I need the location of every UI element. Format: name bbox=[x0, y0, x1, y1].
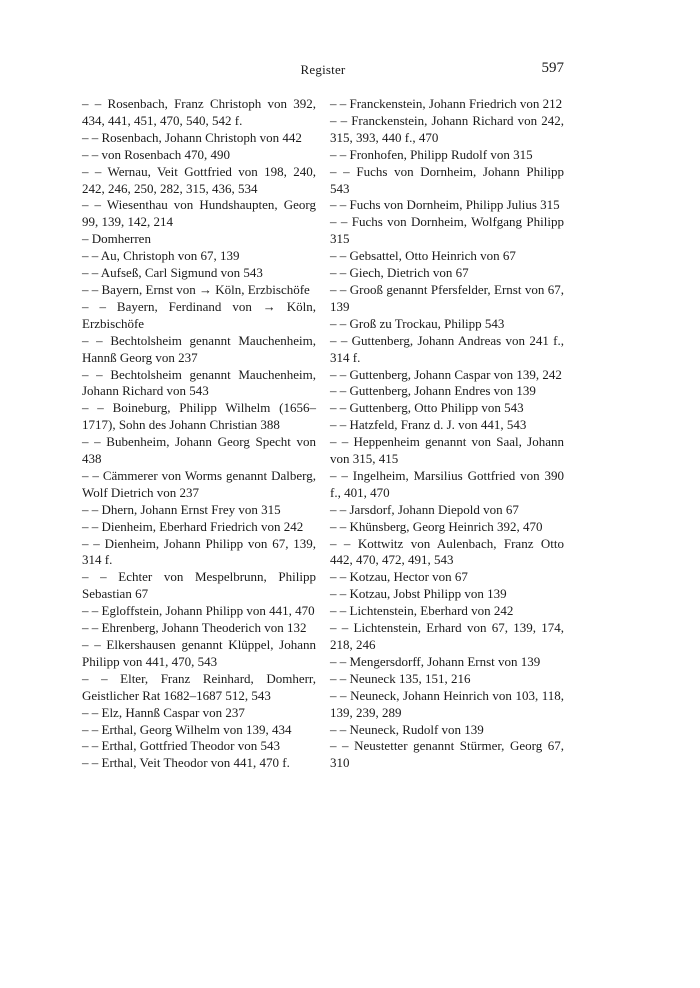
index-entry: – – Hatzfeld, Franz d. J. von 441, 543 bbox=[330, 417, 527, 433]
index-entry: – – von Rosenbach 470, 490 bbox=[82, 146, 231, 162]
index-entry: – – Erthal, Gottfried Theodor von 543 bbox=[82, 738, 280, 754]
index-entry: – – Bechtolsheim genannt Mauchenheim, Hannß Georg von 237 bbox=[82, 332, 316, 365]
index-entry: – – Neuneck, Johann Heinrich von 103, 118, 139, 239, 289 bbox=[330, 687, 564, 720]
index-entry: – – Lichtenstein, Eberhard von 242 bbox=[330, 603, 514, 619]
index-entry: – – Erthal, Veit Theodor von 441, 470 f. bbox=[82, 755, 290, 771]
index-entry: – – Elkershausen genannt Klüppel, Johann Philipp von 441, 470, 543 bbox=[82, 637, 316, 669]
index-entry: – – Erthal, Georg Wilhelm von 139, 434 bbox=[82, 721, 292, 737]
index-entry: – – Fuchs von Dornheim, Philipp Julius 315 bbox=[330, 197, 560, 213]
index-entry: – – Franckenstein, Johann Richard von 242, 315, 393, 440 f., 470 bbox=[330, 112, 564, 145]
index-entry: – – Elter, Franz Reinhard, Domherr, Geistlicher Rat 1682–1687 512, 543 bbox=[82, 670, 316, 703]
index-entry: – – Bayern, Ferdinand von → Köln, Erzbischöfe bbox=[82, 298, 316, 331]
index-entry: – – Guttenberg, Johann Andreas von 241 f., 314 f. bbox=[330, 332, 564, 365]
index-entry: – Domherren bbox=[82, 231, 151, 247]
index-entry: – – Guttenberg, Johann Caspar von 139, 242 bbox=[330, 366, 562, 382]
index-entry: – – Kottwitz von Aulenbach, Franz Otto 442, 470, 472, 491, 543 bbox=[330, 535, 564, 568]
index-entry: – – Franckenstein, Johann Friedrich von 212 bbox=[330, 96, 563, 111]
index-column-right bbox=[330, 96, 564, 772]
index-entry: – – Gebsattel, Otto Heinrich von 67 bbox=[330, 248, 516, 264]
index-entry: – – Heppenheim genannt von Saal, Johann von 315, 415 bbox=[330, 434, 564, 467]
index-entry: – – Echter von Mespelbrunn, Philipp Sebastian 67 bbox=[82, 569, 316, 602]
index-entry: – – Ingelheim, Marsilius Gottfried von 390 f., 401, 470 bbox=[330, 467, 564, 500]
index-entry: – – Neustetter genannt Stürmer, Georg 67, 310 bbox=[330, 738, 564, 771]
page-number: 597 bbox=[541, 60, 564, 76]
index-entry: – – Neuneck 135, 151, 216 bbox=[330, 670, 471, 686]
index-entry: – – Elz, Hannß Caspar von 237 bbox=[82, 704, 245, 720]
index-entry: – – Wernau, Veit Gottfried von 198, 240, 242, 246, 250, 282, 315, 436, 534 bbox=[82, 163, 316, 196]
index-entry: – – Dhern, Johann Ernst Frey von 315 bbox=[82, 501, 281, 517]
index-entry: – – Groß zu Trockau, Philipp 543 bbox=[330, 315, 505, 331]
index-entry: – – Kotzau, Jobst Philipp von 139 bbox=[330, 586, 507, 602]
index-entry: – – Boineburg, Philipp Wilhelm (1656–1717), Sohn des Johann Christian 388 bbox=[82, 400, 316, 433]
index-entry: – – Dienheim, Johann Philipp von 67, 139, 314 f. bbox=[82, 535, 316, 568]
index-entry: – – Fuchs von Dornheim, Wolfgang Philipp 315 bbox=[330, 214, 564, 247]
index-entry: – – Bechtolsheim genannt Mauchenheim, Johann Richard von 543 bbox=[82, 366, 316, 399]
index-entry: – – Ehrenberg, Johann Theoderich von 132 bbox=[82, 620, 307, 636]
index-entry: – – Mengersdorff, Johann Ernst von 139 bbox=[330, 653, 541, 669]
running-title: Register bbox=[300, 62, 346, 77]
index-entry: – – Egloffstein, Johann Philipp von 441, 470 bbox=[82, 603, 315, 619]
index-entry: – – Rosenbach, Johann Christoph von 442 bbox=[82, 129, 302, 145]
index-entry: – – Rosenbach, Franz Christoph von 392, 434, 441, 451, 470, 540, 542 f. bbox=[82, 96, 316, 128]
index-entry: – – Kotzau, Hector von 67 bbox=[330, 569, 468, 585]
index-column-left bbox=[82, 96, 316, 772]
index-entry: – – Lichtenstein, Erhard von 67, 139, 174, 218, 246 bbox=[330, 620, 564, 652]
index-entry: – – Grooß genannt Pfersfelder, Ernst von 67, 139 bbox=[330, 281, 564, 314]
index-entry: – – Giech, Dietrich von 67 bbox=[330, 265, 469, 281]
index-entry: – – Neuneck, Rudolf von 139 bbox=[330, 721, 484, 737]
index-entry: – – Jarsdorf, Johann Diepold von 67 bbox=[330, 501, 519, 517]
index-entry: – – Wiesenthau von Hundshaupten, Georg 99, 139, 142, 214 bbox=[82, 197, 316, 230]
index-entry: – – Guttenberg, Otto Philipp von 543 bbox=[330, 400, 524, 416]
index-entry: – – Aufseß, Carl Sigmund von 543 bbox=[82, 265, 263, 281]
index-entry: – – Guttenberg, Johann Endres von 139 bbox=[330, 383, 536, 399]
index-entry: – – Bubenheim, Johann Georg Specht von 438 bbox=[82, 434, 316, 467]
index-entry: – – Cämmerer von Worms genannt Dalberg, Wolf Dietrich von 237 bbox=[82, 467, 316, 500]
index-entry: – – Bayern, Ernst von → Köln, Erzbischöfe bbox=[82, 281, 310, 297]
index-entry: – – Khünsberg, Georg Heinrich 392, 470 bbox=[330, 518, 543, 534]
index-entry: – – Fronhofen, Philipp Rudolf von 315 bbox=[330, 146, 533, 162]
running-header bbox=[82, 61, 564, 81]
index-entry: – – Fuchs von Dornheim, Johann Philipp 543 bbox=[330, 163, 564, 196]
index-entry: – – Dienheim, Eberhard Friedrich von 242 bbox=[82, 518, 304, 534]
index-entry: – – Au, Christoph von 67, 139 bbox=[82, 248, 240, 264]
